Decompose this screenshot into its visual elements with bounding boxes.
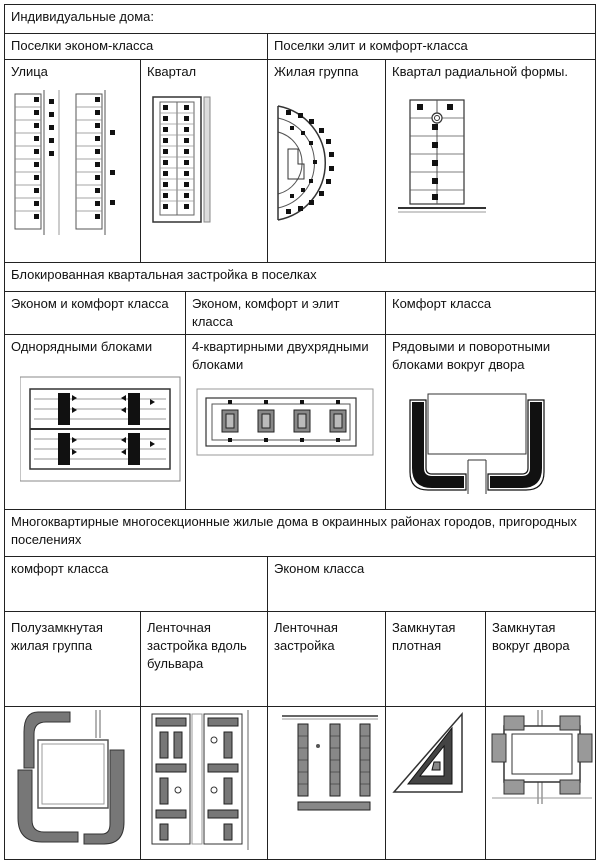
street-plan-diagram [14, 90, 124, 235]
cell-single-row-label: Однорядными блоками [11, 339, 153, 354]
header-econ-comfort-elite [185, 291, 386, 335]
cell-closed-yard-label: Замкнутая вокруг двора [492, 620, 570, 653]
cell-boulevard [140, 611, 268, 707]
radial-block-diagram [398, 98, 488, 218]
header-comfort-lower-text: комфорт класса [11, 561, 109, 576]
header-econ-comfort-elite-text: Эконом, комфорт и элит класса [192, 296, 340, 329]
header-comfort-lower [4, 556, 268, 612]
cell-row-corner-label: Рядовыми и поворотными блоками вокруг двора [392, 339, 551, 372]
cell-four-apt-label: 4-квартирными двухрядными блоками [192, 339, 369, 372]
boulevard-ribbon-diagram [148, 710, 263, 855]
residential-group-diagram [276, 104, 356, 224]
cell-semi-closed-label: Полузамкнутая жилая группа [11, 620, 103, 653]
header-blocked [4, 262, 596, 292]
header-multi-text: Многоквартирные многосекционные жилые дома в окраинных районах городов, пригородных поселениях [11, 514, 577, 547]
header-individual [4, 4, 596, 34]
cell-semi-closed [4, 611, 141, 707]
cell-ribbon [267, 611, 386, 707]
header-econ-lower-text: Эконом класса [274, 561, 365, 576]
cell-residential-group-label: Жилая группа [274, 64, 359, 79]
header-individual-text: Индивидуальные дома: [11, 9, 155, 24]
cell-street-label: Улица [11, 64, 48, 79]
row-corner-blocks-diagram [402, 390, 552, 500]
semi-closed-group-diagram [14, 710, 134, 850]
cell-closed-dense [385, 611, 486, 707]
header-multi [4, 509, 596, 557]
ribbon-development-diagram [280, 712, 380, 812]
header-econ-comfort-text: Эконом и комфорт класса [11, 296, 169, 311]
closed-dense-diagram [392, 712, 482, 802]
header-elite-villages-text: Поселки элит и комфорт-класса [274, 38, 468, 53]
header-econ-lower [267, 556, 596, 612]
header-comfort-only-text: Комфорт класса [392, 296, 492, 311]
header-econ-villages-text: Поселки эконом-класса [11, 38, 154, 53]
four-apartment-blocks-diagram [196, 388, 376, 458]
header-blocked-text: Блокированная квартальная застройка в поселках [11, 267, 317, 282]
block-plan-diagram [152, 96, 212, 226]
closed-yard-diagram [490, 710, 594, 806]
header-comfort-only [385, 291, 596, 335]
cell-closed-dense-label: Замкнутая плотная [392, 620, 456, 653]
cell-closed-yard [485, 611, 596, 707]
cell-block-label: Квартал [147, 64, 197, 79]
header-elite-villages [267, 33, 596, 60]
cell-ribbon-label: Ленточная застройка [274, 620, 338, 653]
header-econ-villages [4, 33, 268, 60]
single-row-blocks-diagram [20, 375, 185, 485]
header-econ-comfort [4, 291, 186, 335]
cell-boulevard-label: Ленточная застройка вдоль бульвара [147, 620, 247, 671]
cell-radial-block-label: Квартал радиальной формы. [392, 64, 568, 79]
